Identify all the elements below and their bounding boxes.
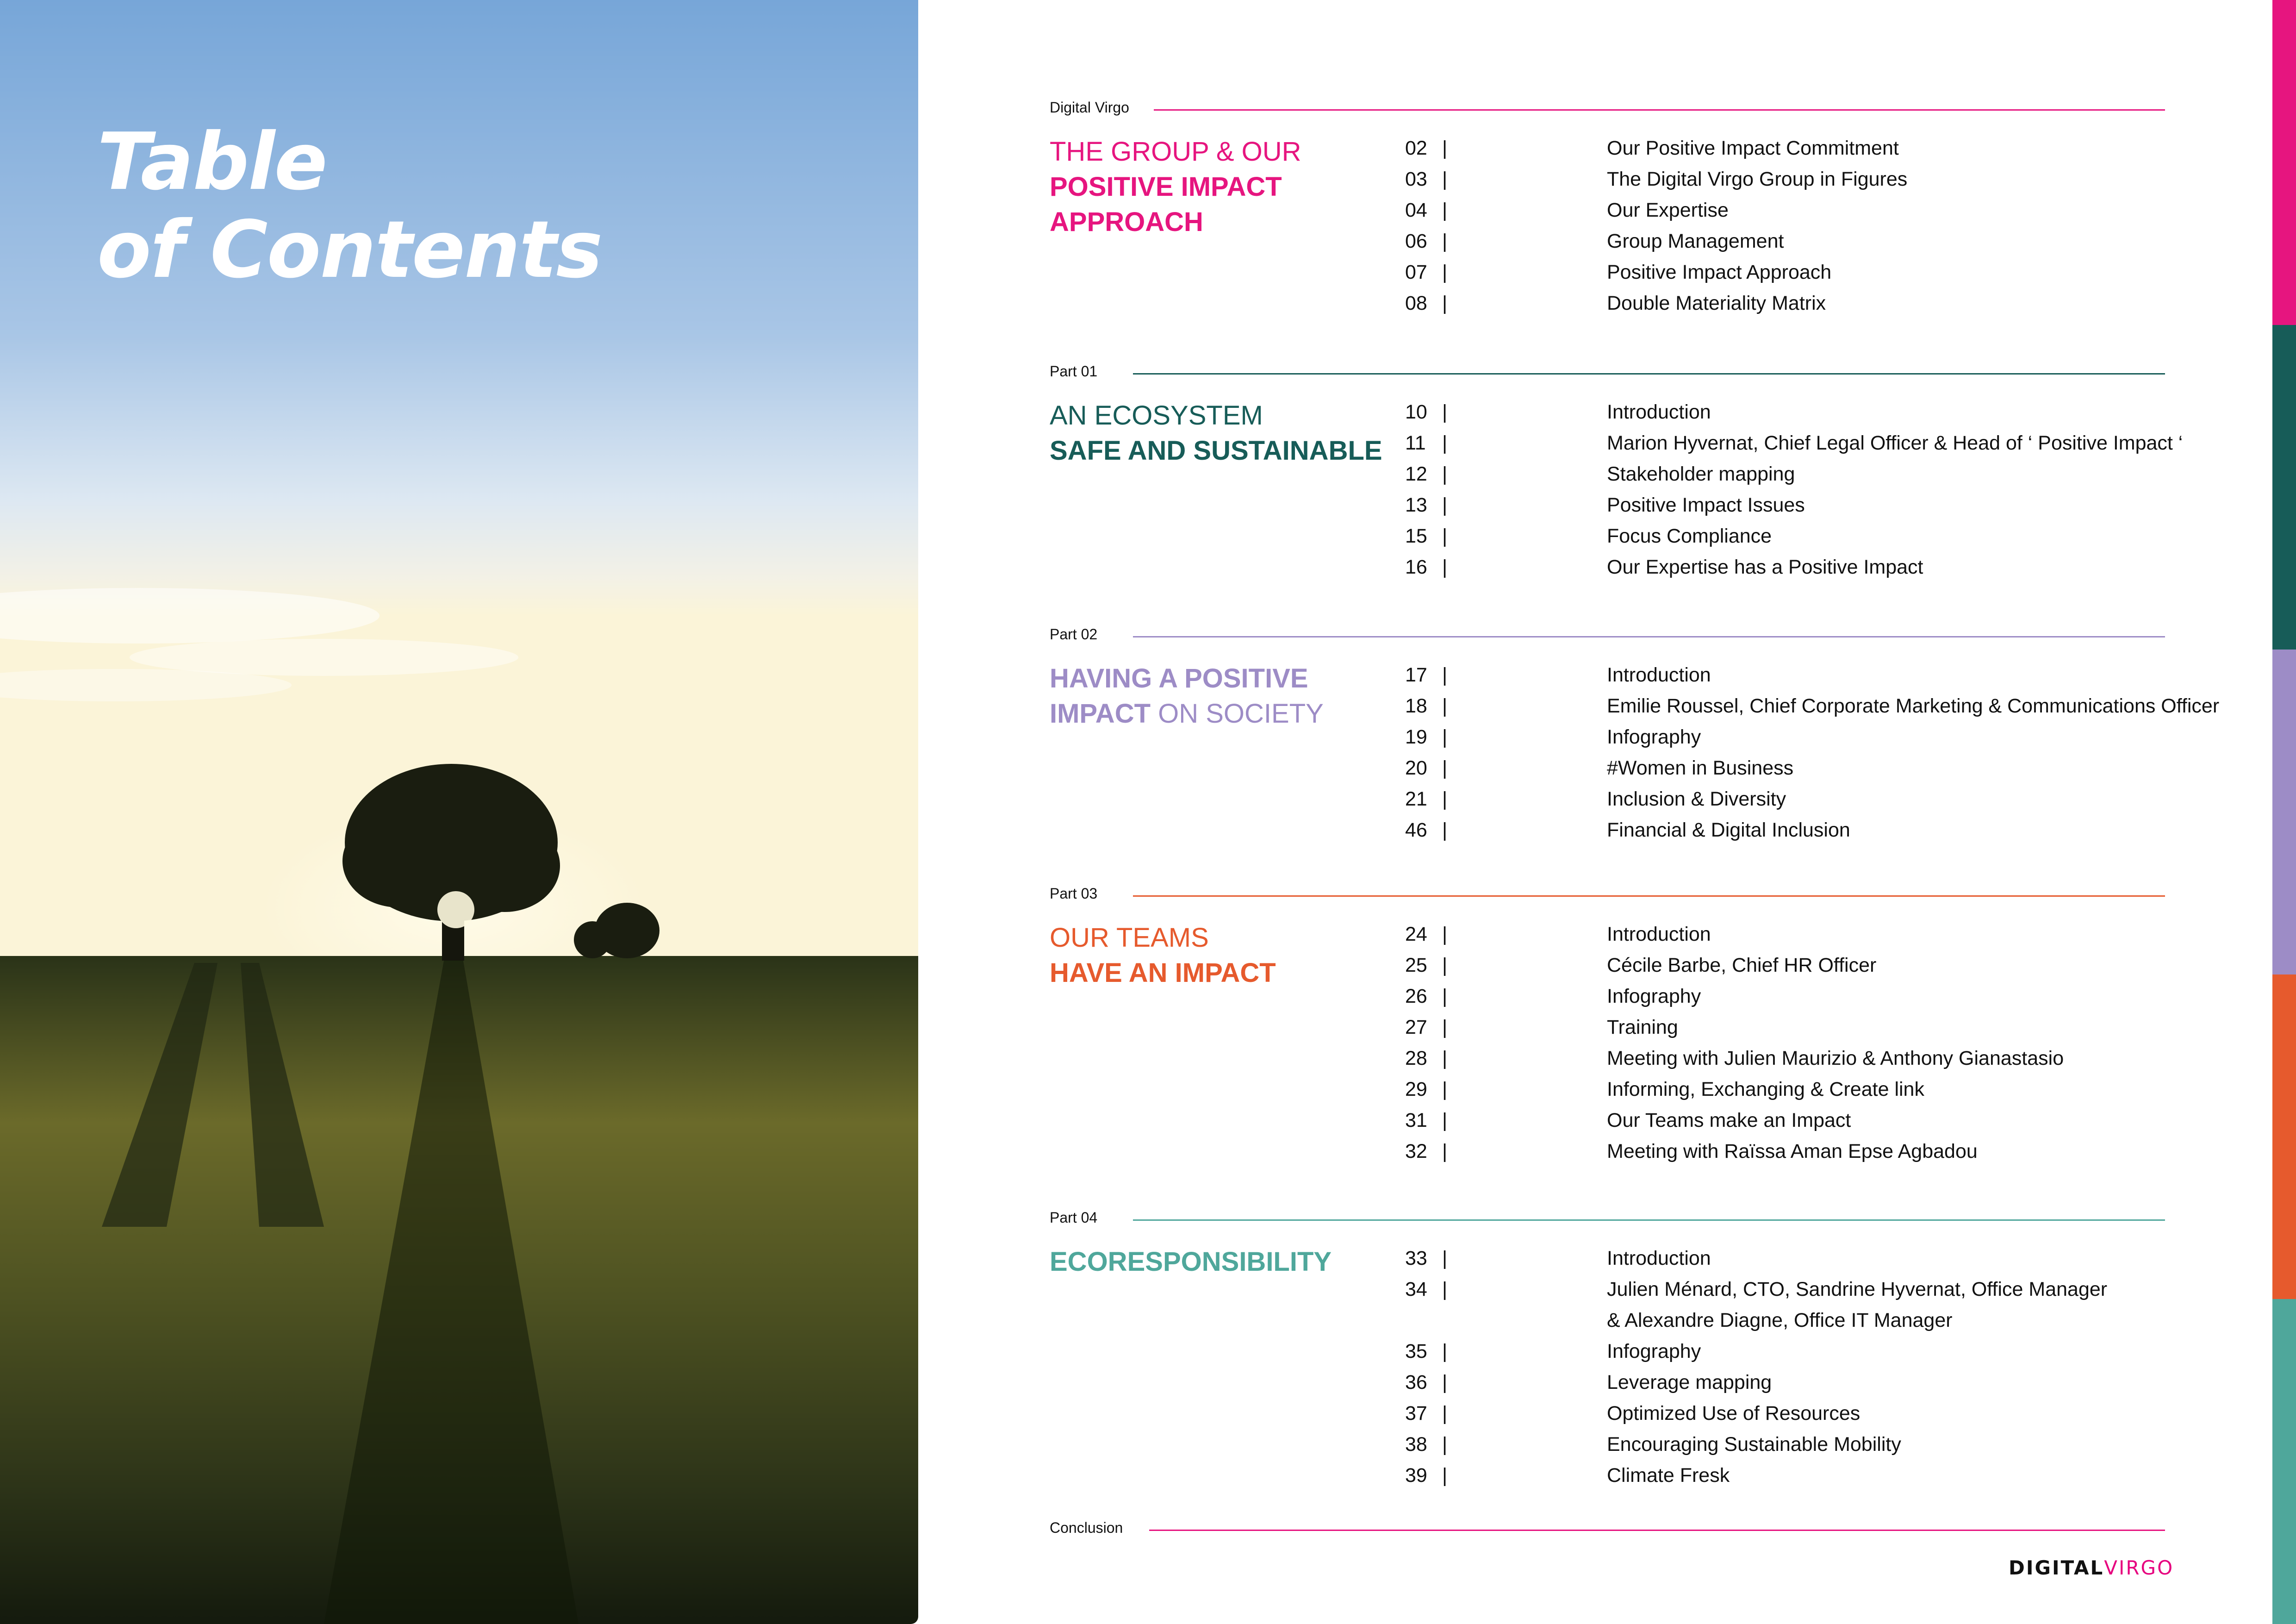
page-number: 12 [1405, 463, 1427, 485]
section-heading [1050, 661, 1383, 731]
section-heading [1050, 134, 1383, 240]
heading-bold: HAVING A POSITIVE [1050, 663, 1308, 693]
entry-title: Meeting with Raïssa Aman Epse Agbadou [1607, 1140, 1978, 1162]
page-number: 39 [1405, 1464, 1427, 1487]
entry-title: Introduction [1607, 401, 1711, 423]
separator: | [1442, 664, 1448, 686]
section-label: Part 02 [1050, 626, 1098, 643]
section-heading [1050, 1244, 1383, 1280]
separator: | [1442, 1078, 1448, 1100]
page-number: 18 [1405, 695, 1427, 717]
page-number: 35 [1405, 1340, 1427, 1362]
separator: | [1442, 1464, 1448, 1487]
separator: | [1442, 292, 1448, 314]
entry-title-line-2: & Alexandre Diagne, Office IT Manager [1607, 1309, 1953, 1331]
page-number: 33 [1405, 1247, 1427, 1269]
entry-title: The Digital Virgo Group in Figures [1607, 168, 1908, 190]
logo-virgo: VIRGO [2104, 1556, 2174, 1579]
separator: | [1442, 726, 1448, 748]
page-number: 02 [1405, 137, 1427, 159]
section-rule [1154, 109, 2165, 111]
entry-title: Marion Hyvernat, Chief Legal Officer & Head of ‘ Positive Impact ‘ [1607, 432, 2183, 454]
page-number: 20 [1405, 757, 1427, 779]
page-number: 03 [1405, 168, 1427, 190]
entry-title [1607, 1274, 2107, 1336]
separator: | [1442, 695, 1448, 717]
entry-title-line-1: Julien Ménard, CTO, Sandrine Hyvernat, Office Manager [1607, 1278, 2108, 1300]
entry-title: Encouraging Sustainable Mobility [1607, 1433, 1901, 1455]
page-number: 17 [1405, 664, 1427, 686]
page-number: 24 [1405, 923, 1427, 945]
separator: | [1442, 494, 1448, 516]
section-rule [1133, 373, 2165, 375]
separator: | [1442, 261, 1448, 283]
separator: | [1442, 923, 1448, 945]
page-number: 46 [1405, 819, 1427, 841]
color-bar-lavender [2272, 650, 2296, 974]
entry-title: Training [1607, 1016, 1678, 1038]
separator: | [1442, 1340, 1448, 1362]
page-number: 29 [1405, 1078, 1427, 1100]
separator: | [1442, 819, 1448, 841]
page-number: 04 [1405, 199, 1427, 221]
entry-title: Positive Impact Issues [1607, 494, 1805, 516]
entry-title: Focus Compliance [1607, 525, 1772, 547]
page-number: 34 [1405, 1278, 1427, 1300]
section-rule [1133, 636, 2165, 637]
page-number: 28 [1405, 1047, 1427, 1069]
page-number: 26 [1405, 985, 1427, 1007]
separator: | [1442, 525, 1448, 547]
entry-title: Our Teams make an Impact [1607, 1109, 1851, 1131]
entry-title: Stakeholder mapping [1607, 463, 1795, 485]
heading-light: THE GROUP & OUR [1050, 137, 1301, 167]
page-number: 36 [1405, 1371, 1427, 1393]
entry-title: Positive Impact Approach [1607, 261, 1832, 283]
entry-title: Our Expertise has a Positive Impact [1607, 556, 1923, 578]
heading-bold: HAVE AN IMPACT [1050, 958, 1276, 988]
entry-title: Group Management [1607, 230, 1784, 252]
entry-title: Inclusion & Diversity [1607, 788, 1786, 810]
heading-light-2: ON SOCIETY [1151, 699, 1324, 729]
entry-title: Leverage mapping [1607, 1371, 1772, 1393]
page-number: 21 [1405, 788, 1427, 810]
separator: | [1442, 168, 1448, 190]
entry-title: Our Positive Impact Commitment [1607, 137, 1899, 159]
logo-digital: DIGITAL [2009, 1556, 2104, 1579]
section-label: Part 04 [1050, 1209, 1098, 1226]
entry-title: Double Materiality Matrix [1607, 292, 1826, 314]
digital-virgo-logo [2009, 1556, 2174, 1579]
page-number: 15 [1405, 525, 1427, 547]
separator: | [1442, 788, 1448, 810]
title-line-2: of Contents [97, 204, 602, 296]
entry-title: Introduction [1607, 664, 1711, 686]
entry-title: Introduction [1607, 923, 1711, 945]
entry-title: #Women in Business [1607, 757, 1794, 779]
separator: | [1442, 401, 1448, 423]
separator: | [1442, 137, 1448, 159]
page-number: 25 [1405, 954, 1427, 976]
page-number: 27 [1405, 1016, 1427, 1038]
page-number: 37 [1405, 1402, 1427, 1424]
entry-title: Optimized Use of Resources [1607, 1402, 1860, 1424]
separator: | [1442, 1247, 1448, 1269]
page-title [97, 118, 602, 294]
title-line-1: Table [97, 116, 327, 208]
entry-title: Cécile Barbe, Chief HR Officer [1607, 954, 1877, 976]
separator: | [1442, 1109, 1448, 1131]
entry-title: Introduction [1607, 1247, 1711, 1269]
color-bar-teal-light [2272, 1299, 2296, 1624]
separator: | [1442, 954, 1448, 976]
page-number: 06 [1405, 230, 1427, 252]
color-bar-pink [2272, 0, 2296, 325]
page-number: 10 [1405, 401, 1427, 423]
section-label: Conclusion [1050, 1519, 1123, 1536]
separator: | [1442, 463, 1448, 485]
section-heading [1050, 920, 1383, 991]
entry-title: Financial & Digital Inclusion [1607, 819, 1850, 841]
heading-line-2 [1050, 696, 1383, 731]
entry-title: Our Expertise [1607, 199, 1729, 221]
separator: | [1442, 1371, 1448, 1393]
page-number: 32 [1405, 1140, 1427, 1162]
separator: | [1442, 985, 1448, 1007]
heading-bold: SAFE AND SUSTAINABLE [1050, 436, 1382, 466]
separator: | [1442, 1140, 1448, 1162]
entry-title: Infography [1607, 726, 1701, 748]
entry-title: Infography [1607, 1340, 1701, 1362]
section-label: Digital Virgo [1050, 99, 1129, 116]
separator: | [1442, 757, 1448, 779]
heading-bold: POSITIVE IMPACT APPROACH [1050, 172, 1282, 237]
page-number: 07 [1405, 261, 1427, 283]
page-number: 13 [1405, 494, 1427, 516]
separator: | [1442, 230, 1448, 252]
entry-title: Climate Fresk [1607, 1464, 1730, 1487]
separator: | [1442, 1278, 1448, 1300]
section-rule [1149, 1530, 2165, 1531]
section-label: Part 03 [1050, 885, 1098, 902]
section-rule [1133, 895, 2165, 897]
entry-title: Infography [1607, 985, 1701, 1007]
separator: | [1442, 432, 1448, 454]
separator: | [1442, 199, 1448, 221]
heading-light: AN ECOSYSTEM [1050, 400, 1263, 431]
heading-bold: ECORESPONSIBILITY [1050, 1247, 1332, 1277]
entry-title: Meeting with Julien Maurizio & Anthony Gianastasio [1607, 1047, 2064, 1069]
section-label: Part 01 [1050, 363, 1098, 380]
separator: | [1442, 1016, 1448, 1038]
heading-light: OUR TEAMS [1050, 923, 1209, 953]
page-number: 19 [1405, 726, 1427, 748]
section-heading [1050, 398, 1383, 468]
cover-photo [0, 0, 918, 1624]
entry-title: Informing, Exchanging & Create link [1607, 1078, 1924, 1100]
heading-bold-2: IMPACT [1050, 699, 1151, 729]
separator: | [1442, 556, 1448, 578]
page-number: 11 [1405, 432, 1426, 454]
page-number: 38 [1405, 1433, 1427, 1455]
color-bar-teal-dark [2272, 325, 2296, 650]
section-color-bar [2272, 0, 2296, 1624]
page-number: 16 [1405, 556, 1427, 578]
separator: | [1442, 1402, 1448, 1424]
color-bar-orange [2272, 974, 2296, 1299]
entry-title: Emilie Roussel, Chief Corporate Marketing & Communications Officer [1607, 695, 2220, 717]
page-number: 08 [1405, 292, 1427, 314]
page-number: 31 [1405, 1109, 1427, 1131]
separator: | [1442, 1433, 1448, 1455]
section-rule [1133, 1219, 2165, 1221]
separator: | [1442, 1047, 1448, 1069]
